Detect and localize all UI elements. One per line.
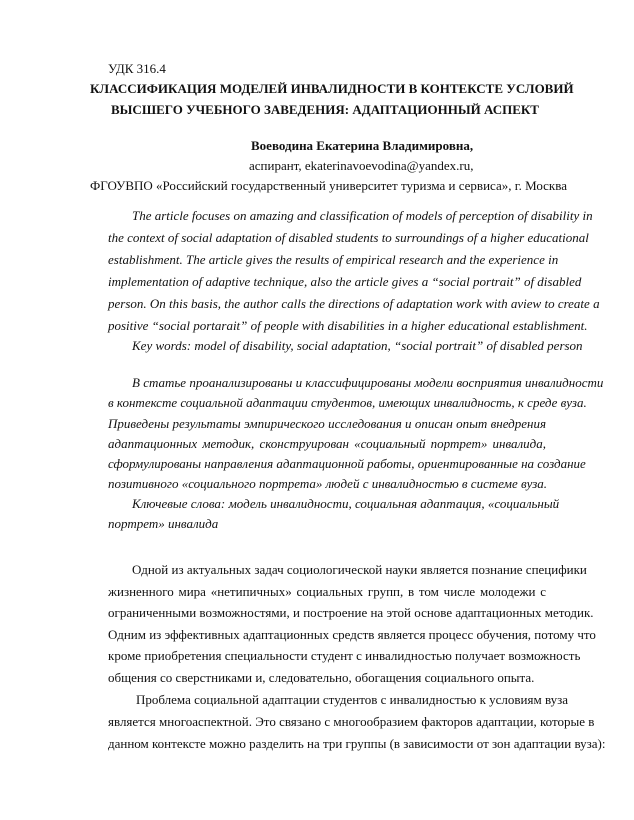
body-line: является многоаспектной. Это связано с многообразием факторов адаптации, которые в xyxy=(108,714,595,729)
body-line: жизненного мира «нетипичных» социальных групп, в том числе молодежи с xyxy=(108,584,546,599)
abstract-ru-line: в контексте социальной адаптации студентов, имеющих инвалидность, к среде вуза. xyxy=(108,395,587,410)
keywords-ru: портрет» инвалида xyxy=(108,516,219,531)
body-line: Одной из актуальных задач социологической науки является познание специфики xyxy=(132,562,587,577)
body-line: Одним из эффективных адаптационных средств является процесс обучения, потому что xyxy=(108,627,596,642)
body-line: данном контексте можно разделить на три группы (в зависимости от зон адаптации вуза): xyxy=(108,736,606,751)
abstract-en-line: person. On this basis, the author calls the directions of adaptation work with aview to create a xyxy=(108,296,600,311)
author-affiliation: ФГОУВПО «Российский государственный университет туризма и сервиса», г. Москва xyxy=(90,178,567,193)
abstract-en-line: the context of social adaptation of disabled students to surroundings of a higher educational xyxy=(108,230,589,245)
abstract-ru-line: позитивного «социального портрета» людей с инвалидностью в системе вуза. xyxy=(108,476,548,491)
body-line: общения со сверстниками и, следовательно, обогащения социального опыта. xyxy=(108,670,535,685)
abstract-en-line: establishment. The article gives the results of empirical research and the experience in xyxy=(108,252,559,267)
body-line: кроме приобретения специальности студент с инвалидностью получает возможность xyxy=(108,648,581,663)
author-position: аспирант, ekaterinavoevodina@yandex.ru, xyxy=(249,158,474,173)
abstract-ru-line: адаптационных методик, сконструирован «социальный портрет» инвалида, xyxy=(108,436,546,451)
title-line-2: ВЫСШЕГО УЧЕБНОГО ЗАВЕДЕНИЯ: АДАПТАЦИОННЫЙ АСПЕКТ xyxy=(111,102,539,117)
udk-code: УДК 316.4 xyxy=(108,61,166,76)
abstract-ru-line: сформулированы направления адаптационной работы, ориентированные на создание xyxy=(108,456,586,471)
abstract-en-line: positive “social portarait” of people with disabilities in a higher educational establishment. xyxy=(108,318,588,333)
body-line: ограниченными возможностями, и построение на этой основе адаптационных методик. xyxy=(108,605,594,620)
title-line-1: КЛАССИФИКАЦИЯ МОДЕЛЕЙ ИНВАЛИДНОСТИ В КОНТЕКСТЕ УСЛОВИЙ xyxy=(90,81,574,96)
author-name: Воеводина Екатерина Владимировна, xyxy=(251,138,474,153)
abstract-en-line: The article focuses on amazing and classification of models of perception of disability in xyxy=(132,208,593,223)
abstract-ru-line: Приведены результаты эмпирического исследования и описан опыт внедрения xyxy=(108,416,546,431)
keywords-en: Key words: model of disability, social adaptation, “social portrait” of disabled person xyxy=(132,338,583,353)
abstract-ru-line: В статье проанализированы и классифицированы модели восприятия инвалидности xyxy=(132,375,604,390)
body-line: Проблема социальной адаптации студентов с инвалидностью к условиям вуза xyxy=(136,692,569,707)
keywords-ru: Ключевые слова: модель инвалидности, социальная адаптация, «социальный xyxy=(132,496,560,511)
abstract-en-line: implementation of adaptive technique, also the article gives a “social portrait” of disabled xyxy=(108,274,582,289)
